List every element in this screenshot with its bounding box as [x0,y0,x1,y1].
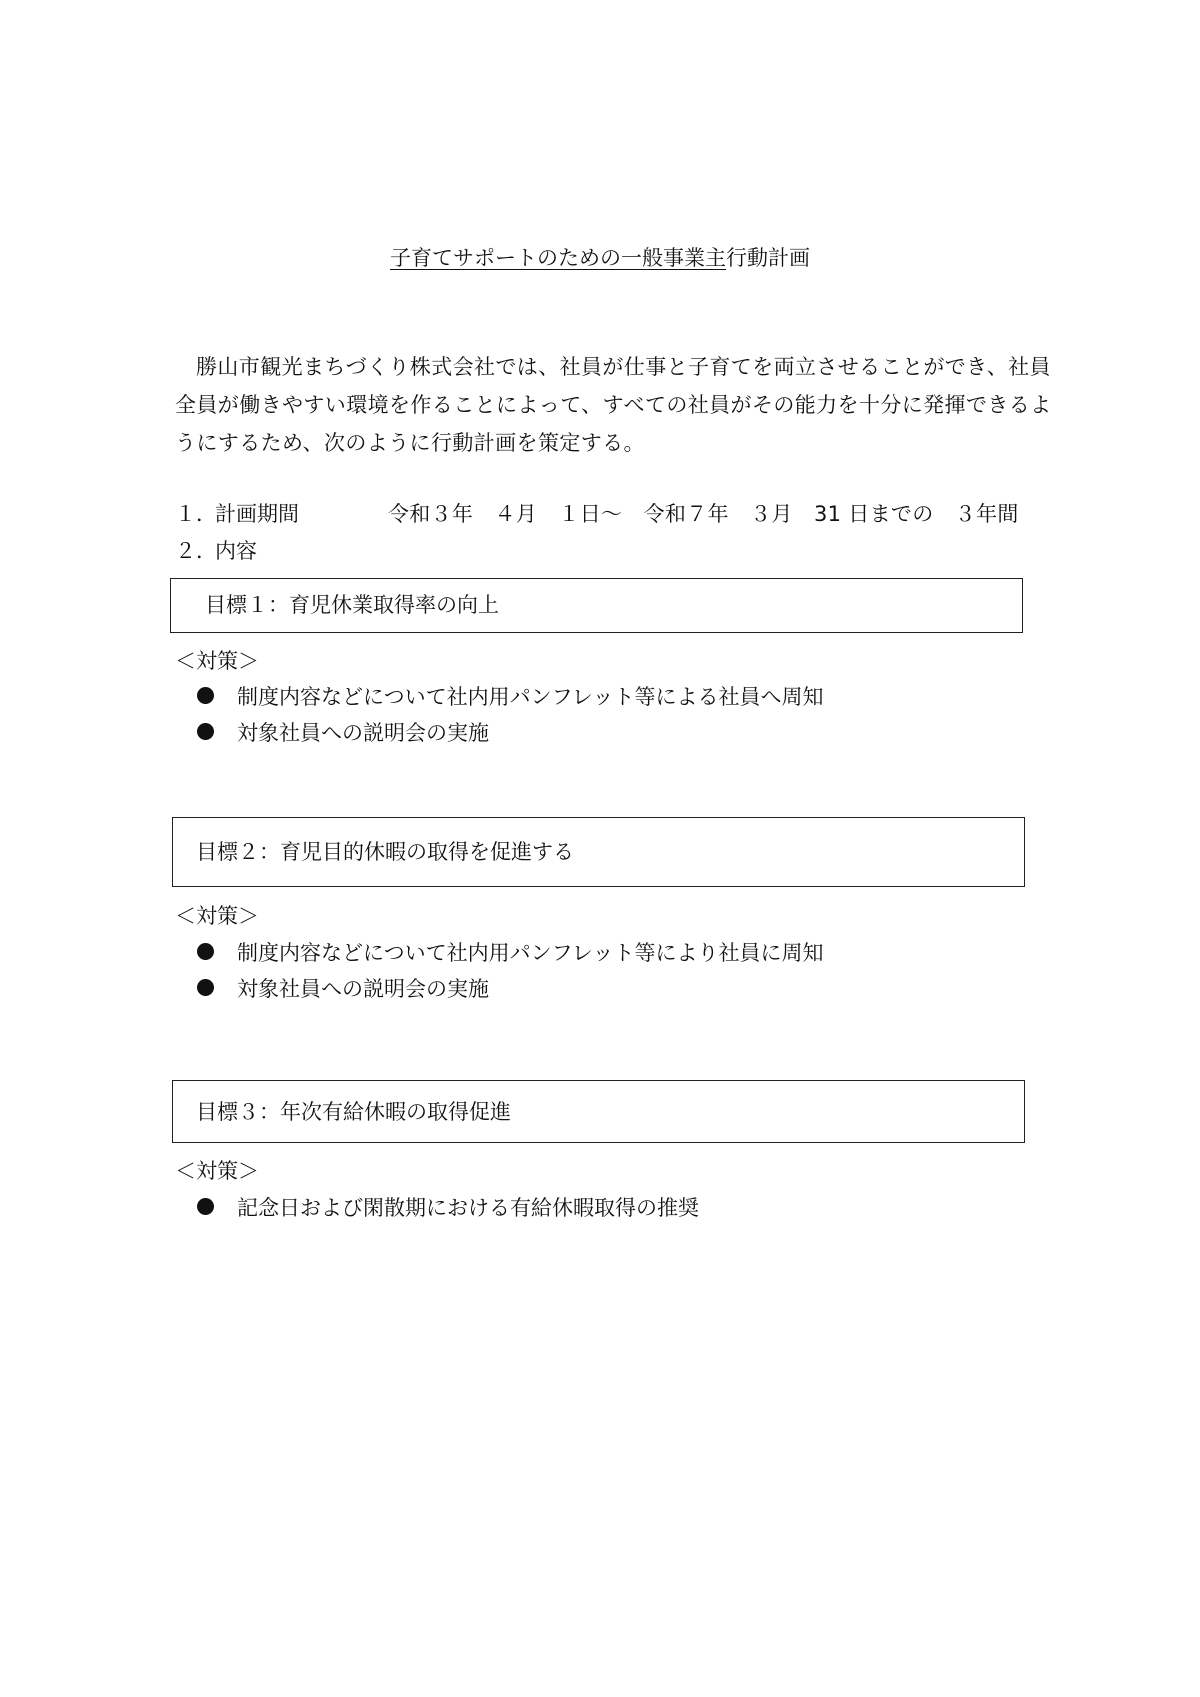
goal-1-box [170,578,1023,633]
goal-3-measure-1-text: 記念日および閑散期における有給休暇取得の推奨 [237,1196,699,1220]
plan-period-label: 計画期間 [215,502,299,526]
goal-1-measure-2-text: 対象社員への説明会の実施 [237,721,489,745]
goal-1-title: 目標１：育児休業取得率の向上 [205,593,499,617]
content-heading-label: 内容 [215,539,257,563]
plan-period-value: 令和３年 ４月 １日～ 令和７年 ３月 31 日までの ３年間 [388,502,1019,526]
plan-period-row [175,498,1055,530]
goal-3-title: 目標３：年次有給休暇の取得促進 [196,1100,511,1124]
goal-3-box [172,1080,1025,1143]
document-title-underlined: 子育てサポートのための一般事業主 [390,246,726,270]
intro-paragraph: 勝山市観光まちづくり株式会社では、社員が仕事と子育てを両立させることができ、社員全員が働きやすい環境を作ることによって、すべての社員がその能力を十分に発揮できるようにするため、次のように行動計画を策定する。 [175,355,1052,455]
bullet-icon [197,979,214,996]
goal-2-title: 目標２：育児目的休暇の取得を促進する [196,840,574,864]
goal-2-measures-label: ＜対策＞ [175,904,259,928]
goal-1-measures-label: ＜対策＞ [175,649,259,673]
goal-2-measure-1-text: 制度内容などについて社内用パンフレット等により社員に周知 [237,941,824,965]
document-title-rest: 行動計画 [726,246,810,270]
goal-1-measure-1-text: 制度内容などについて社内用パンフレット等による社員へ周知 [237,685,824,709]
bullet-icon [197,1198,214,1215]
bullet-icon [197,687,214,704]
goal-3-measures-label: ＜対策＞ [175,1159,259,1183]
bullet-icon [197,723,214,740]
goal-2-box [172,817,1025,887]
content-heading-number: ２． [175,539,217,563]
document-title [0,242,1200,272]
goal-2-measure-2-text: 対象社員への説明会の実施 [237,977,489,1001]
plan-period-number: １． [175,502,217,526]
bullet-icon [197,943,214,960]
